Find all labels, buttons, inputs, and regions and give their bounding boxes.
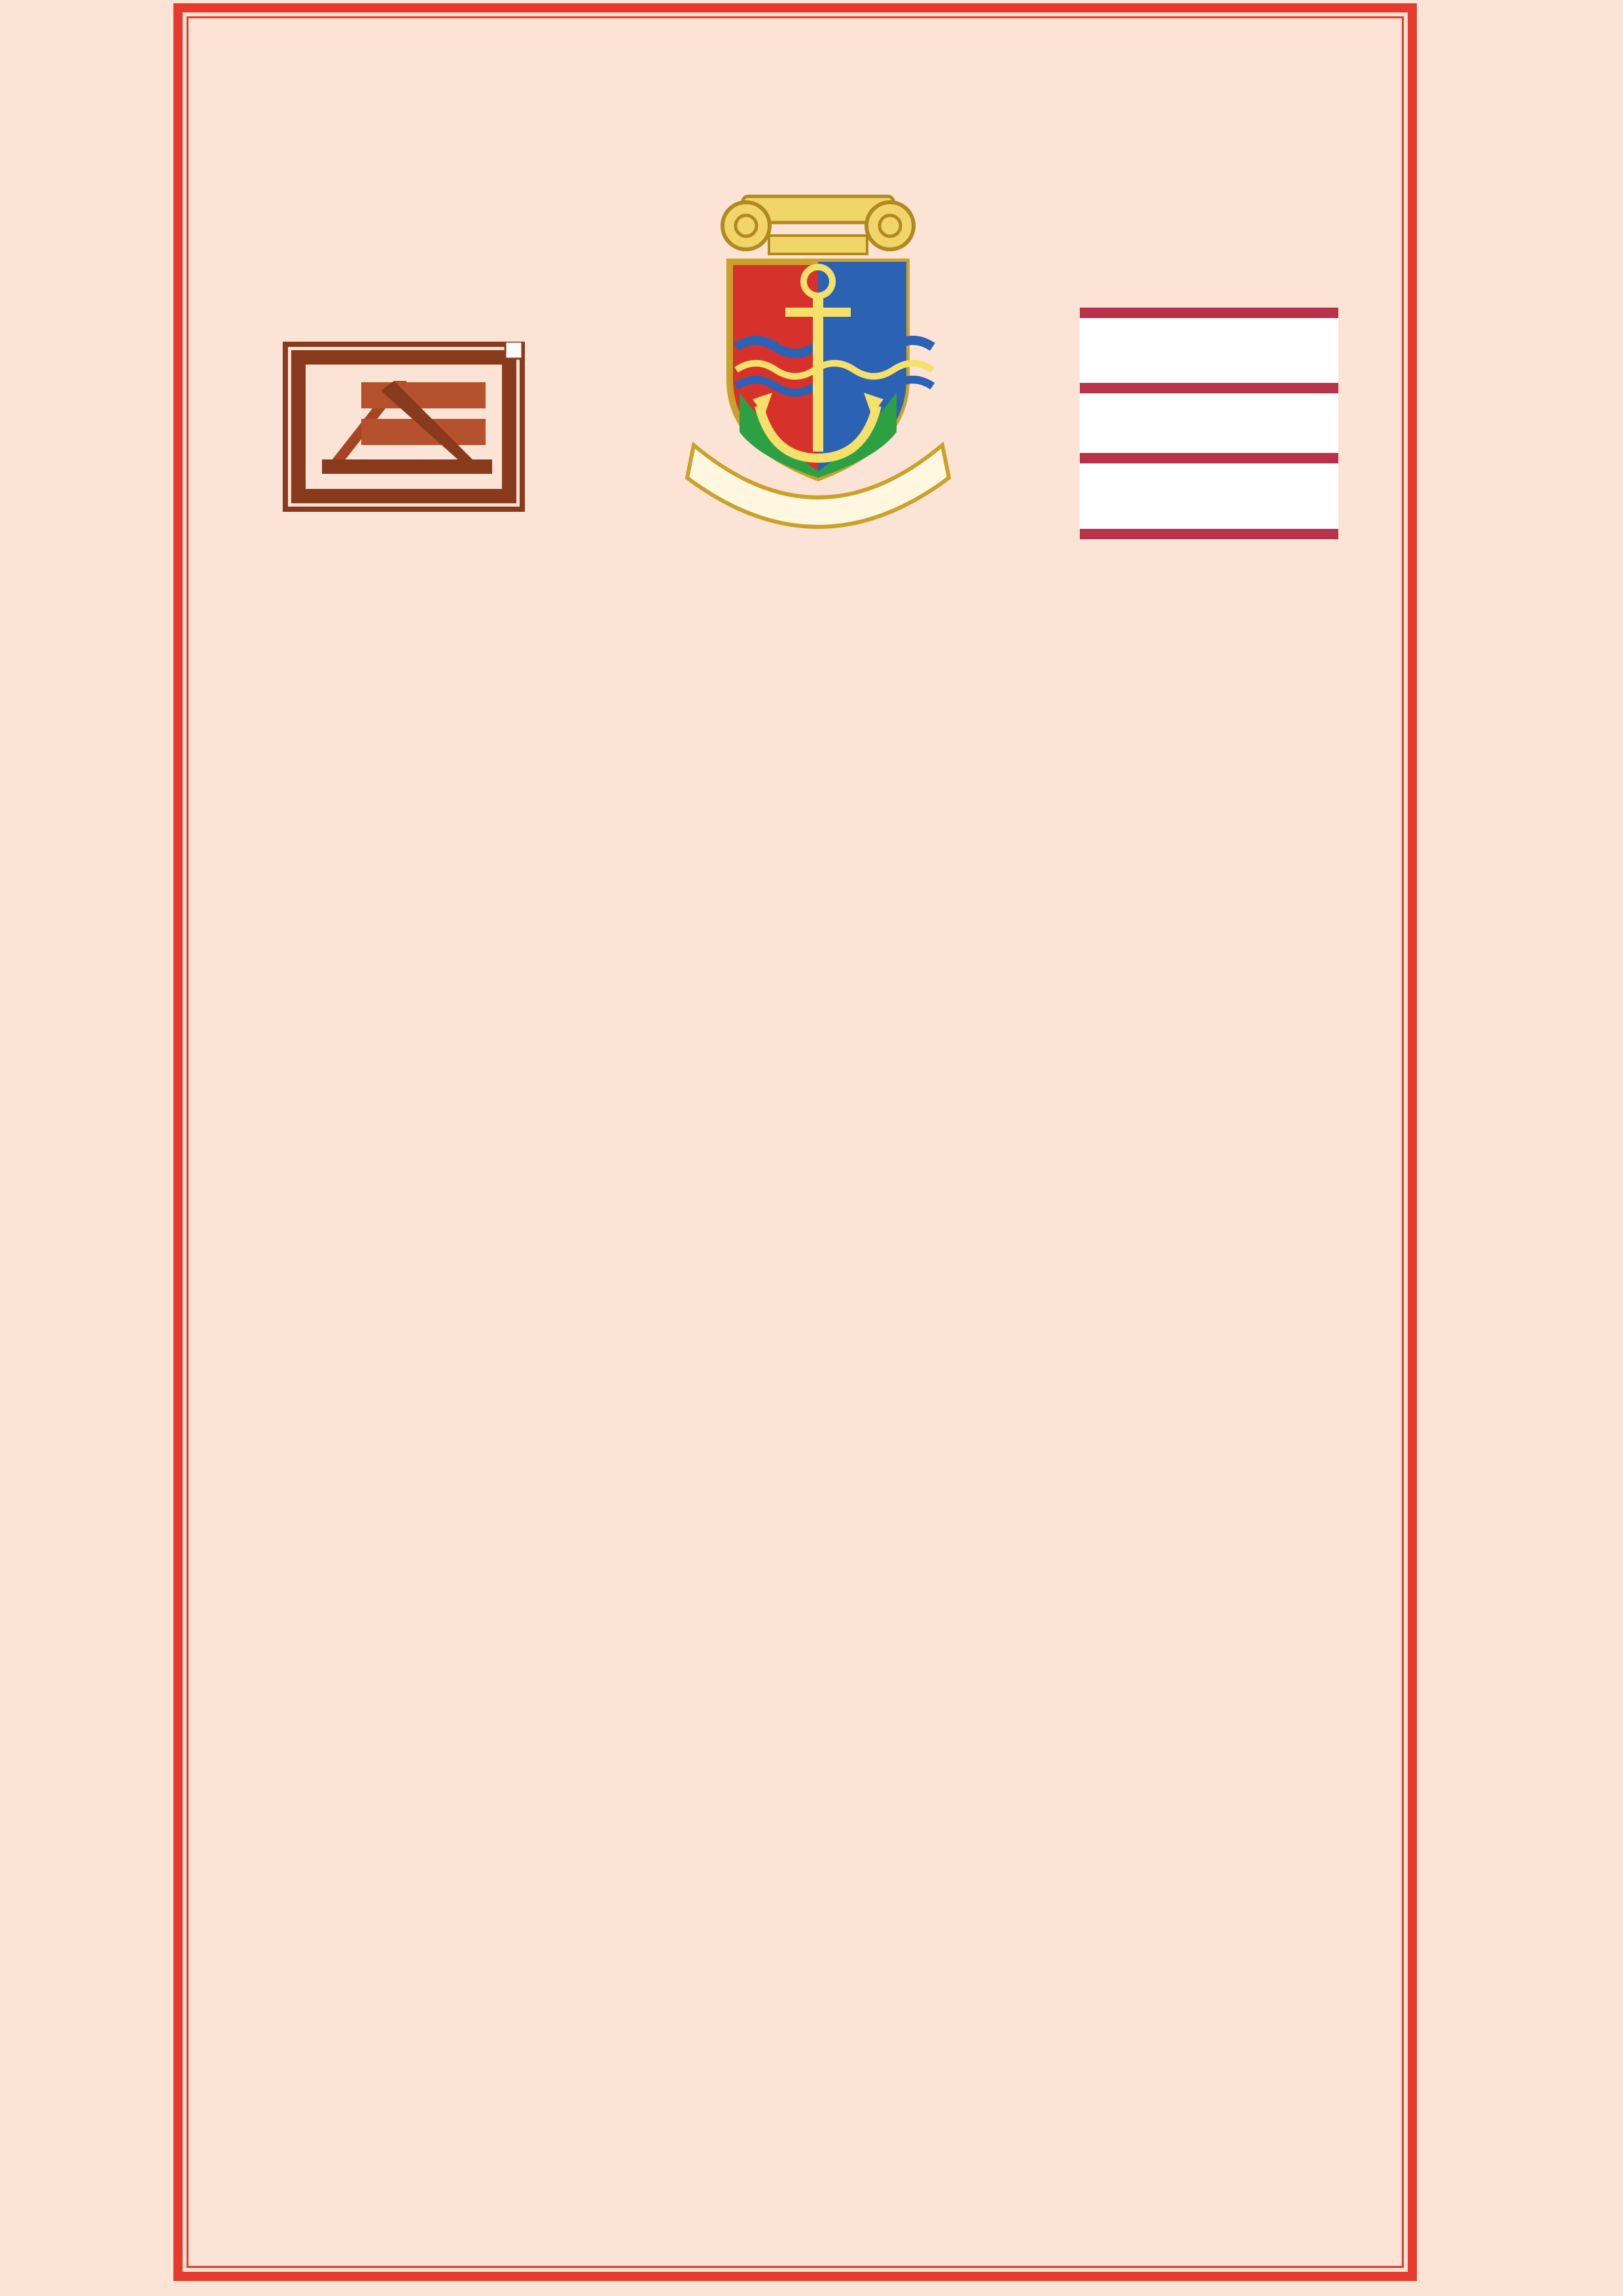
abf-logo (1080, 308, 1338, 540)
crest-icon (681, 183, 955, 537)
agora-logo-mark (283, 342, 525, 512)
platform-agora-logo (281, 308, 533, 550)
right-embroidery-border (1440, 0, 1623, 2296)
abf-stripe (1080, 383, 1338, 393)
abf-stripe (1080, 453, 1338, 463)
left-embroidery-border (0, 0, 173, 2296)
village-crest (681, 183, 955, 537)
abf-stripe (1080, 529, 1338, 539)
abf-stripe (1080, 308, 1338, 318)
